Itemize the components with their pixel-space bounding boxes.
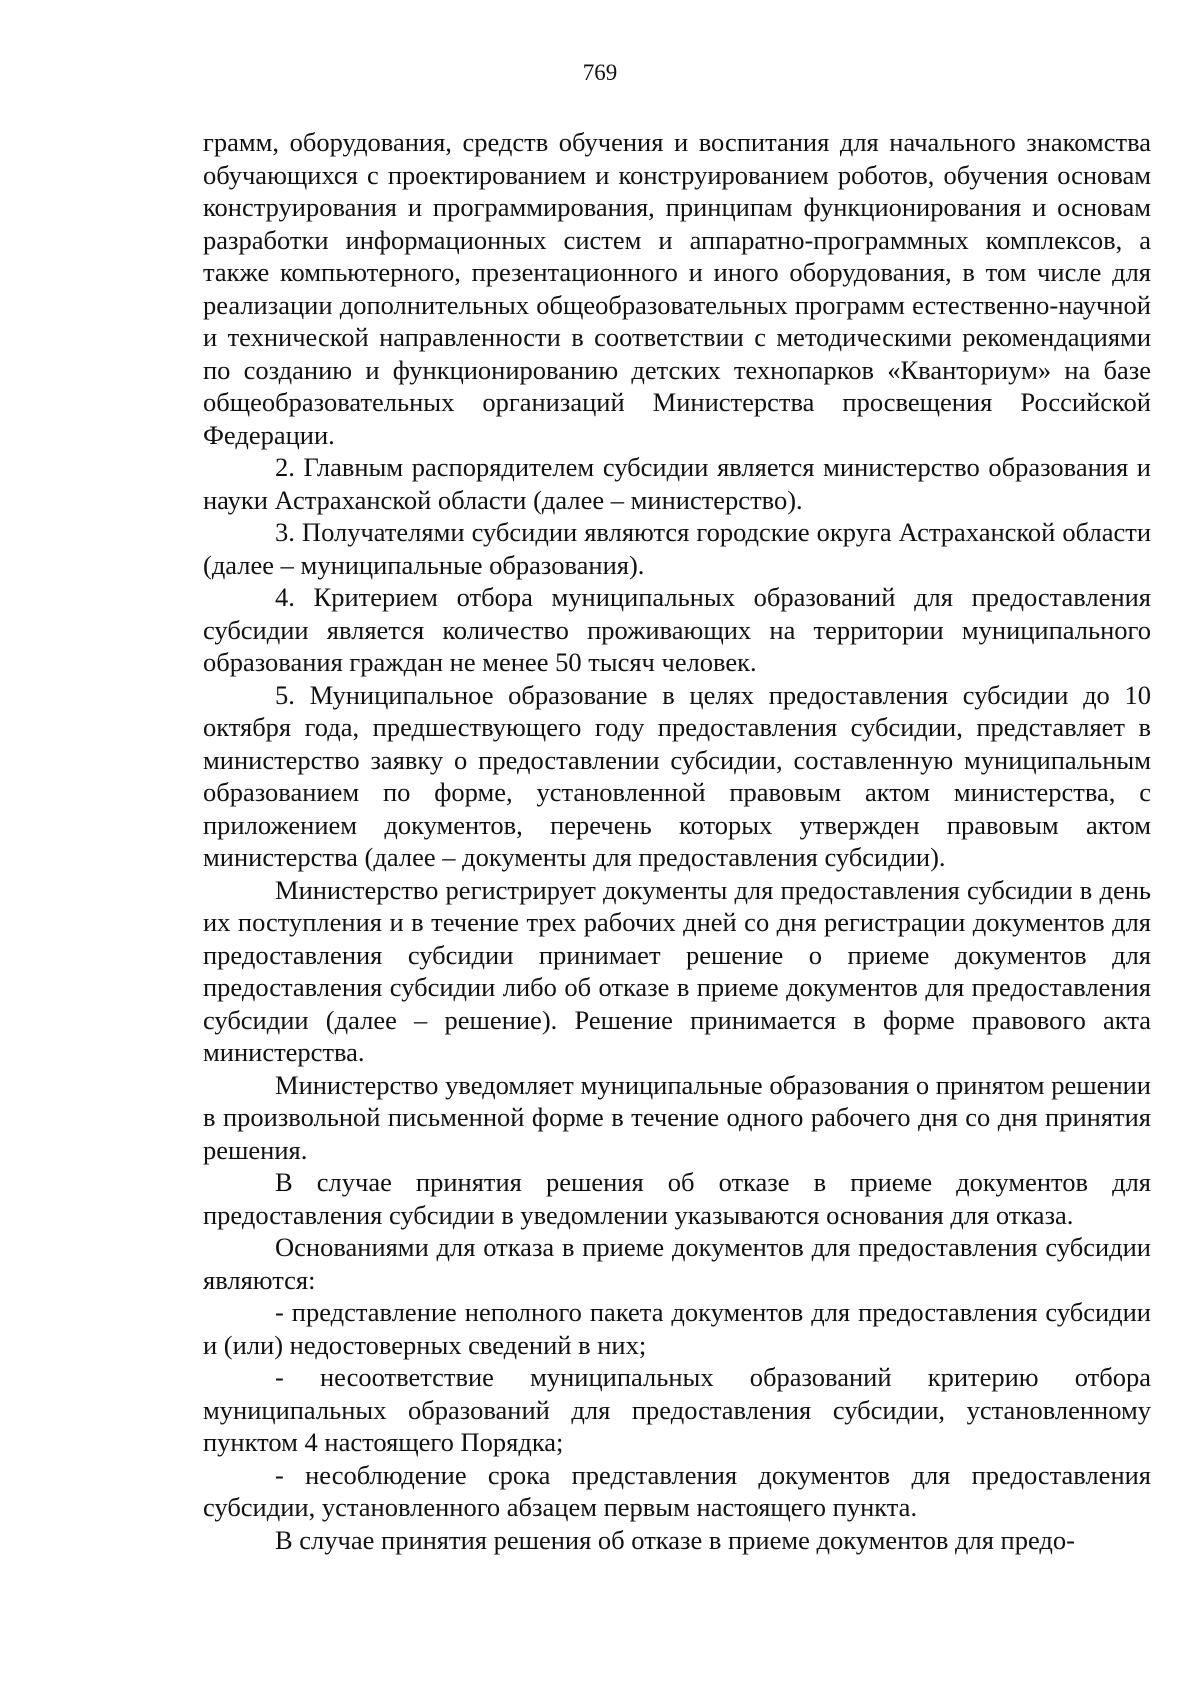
list-item-deadline-violation: - несоблюдение срока представления документов для предоставления субсидии, установленного абзацем первым настоящего пункта. bbox=[203, 1459, 1151, 1522]
list-item-criteria-mismatch: - несоответствие муниципальных образований критерию отбора муниципальных образований для предоставления субсидии, установленному пунктом 4 настоящего Порядка; bbox=[203, 1362, 1151, 1457]
paragraph-notification: Министерство уведомляет муниципальные образования о принятом решении в произвольной письменной форме в течение одного рабочего дня со дня принятия решения. bbox=[203, 1069, 1151, 1165]
paragraph-item-4: 4. Критерием отбора муниципальных образований для предоставления субсидии является количество проживающих на территории муниципального образования граждан не менее 50 тысяч человек. bbox=[203, 582, 1151, 677]
paragraph-refusal-reasons-notice: В случае принятия решения об отказе в приеме документов для предоставления субсидии в уведомлении указываются основания для отказа. bbox=[203, 1167, 1151, 1230]
paragraph-refusal-continuation: В случае принятия решения об отказе в приеме документов для предо- bbox=[275, 1524, 1075, 1555]
paragraph-item-5: 5. Муниципальное образование в целях предоставления субсидии до 10 октября года, предшествующего году предоставления субсидии, представляет в министерство заявку о предоставлении субсидии, составленную муниципальным образованием по форме, установленной правовым актом министерства, с приложением документов, перечень которых утвержден правовым актом министерства (далее – документы для предоставления субсидии). bbox=[203, 679, 1151, 872]
paragraph-continuation: грамм, оборудования, средств обучения и воспитания для начального знакомства обучающихся с проектированием и конструированием роботов, обучения основам конструирования и программирования, принципам функционирования и основам разработки информационных систем и аппаратно-программных комплексов, а также компьютерного, презентационного и иного оборудования, в том числе для реализации дополнительных общеобразовательных программ естественно-научной и технической направленности в соответствии с методическими рекомендациями по созданию и функционированию детских технопарков «Кванториум» на базе общеобразовательных организаций Министерства просвещения Российской Федерации. bbox=[203, 127, 1151, 450]
paragraph-registration: Министерство регистрирует документы для предоставления субсидии в день их поступления и в течение трех рабочих дней со дня регистрации документов для предоставления субсидии принимает решение о приеме документов для предоставления субсидии либо об отказе в приеме документов для предоставления субсидии (далее – решение). Решение принимается в форме правового акта министерства. bbox=[203, 874, 1151, 1067]
paragraph-item-2: 2. Главным распорядителем субсидии является министерство образования и науки Астраханской области (далее – министерство). bbox=[203, 452, 1151, 515]
list-item-incomplete-package: - представление неполного пакета документов для предоставления субсидии и (или) недостоверных сведений в них; bbox=[203, 1297, 1151, 1360]
paragraph-refusal-grounds: Основаниями для отказа в приеме документов для предоставления субсидии являются: bbox=[203, 1232, 1151, 1295]
page-number: 769 bbox=[582, 60, 618, 85]
document-body bbox=[203, 126, 1151, 1556]
paragraph-item-3: 3. Получателями субсидии являются городские округа Астраханской области (далее – муниципальные образования). bbox=[203, 517, 1151, 580]
